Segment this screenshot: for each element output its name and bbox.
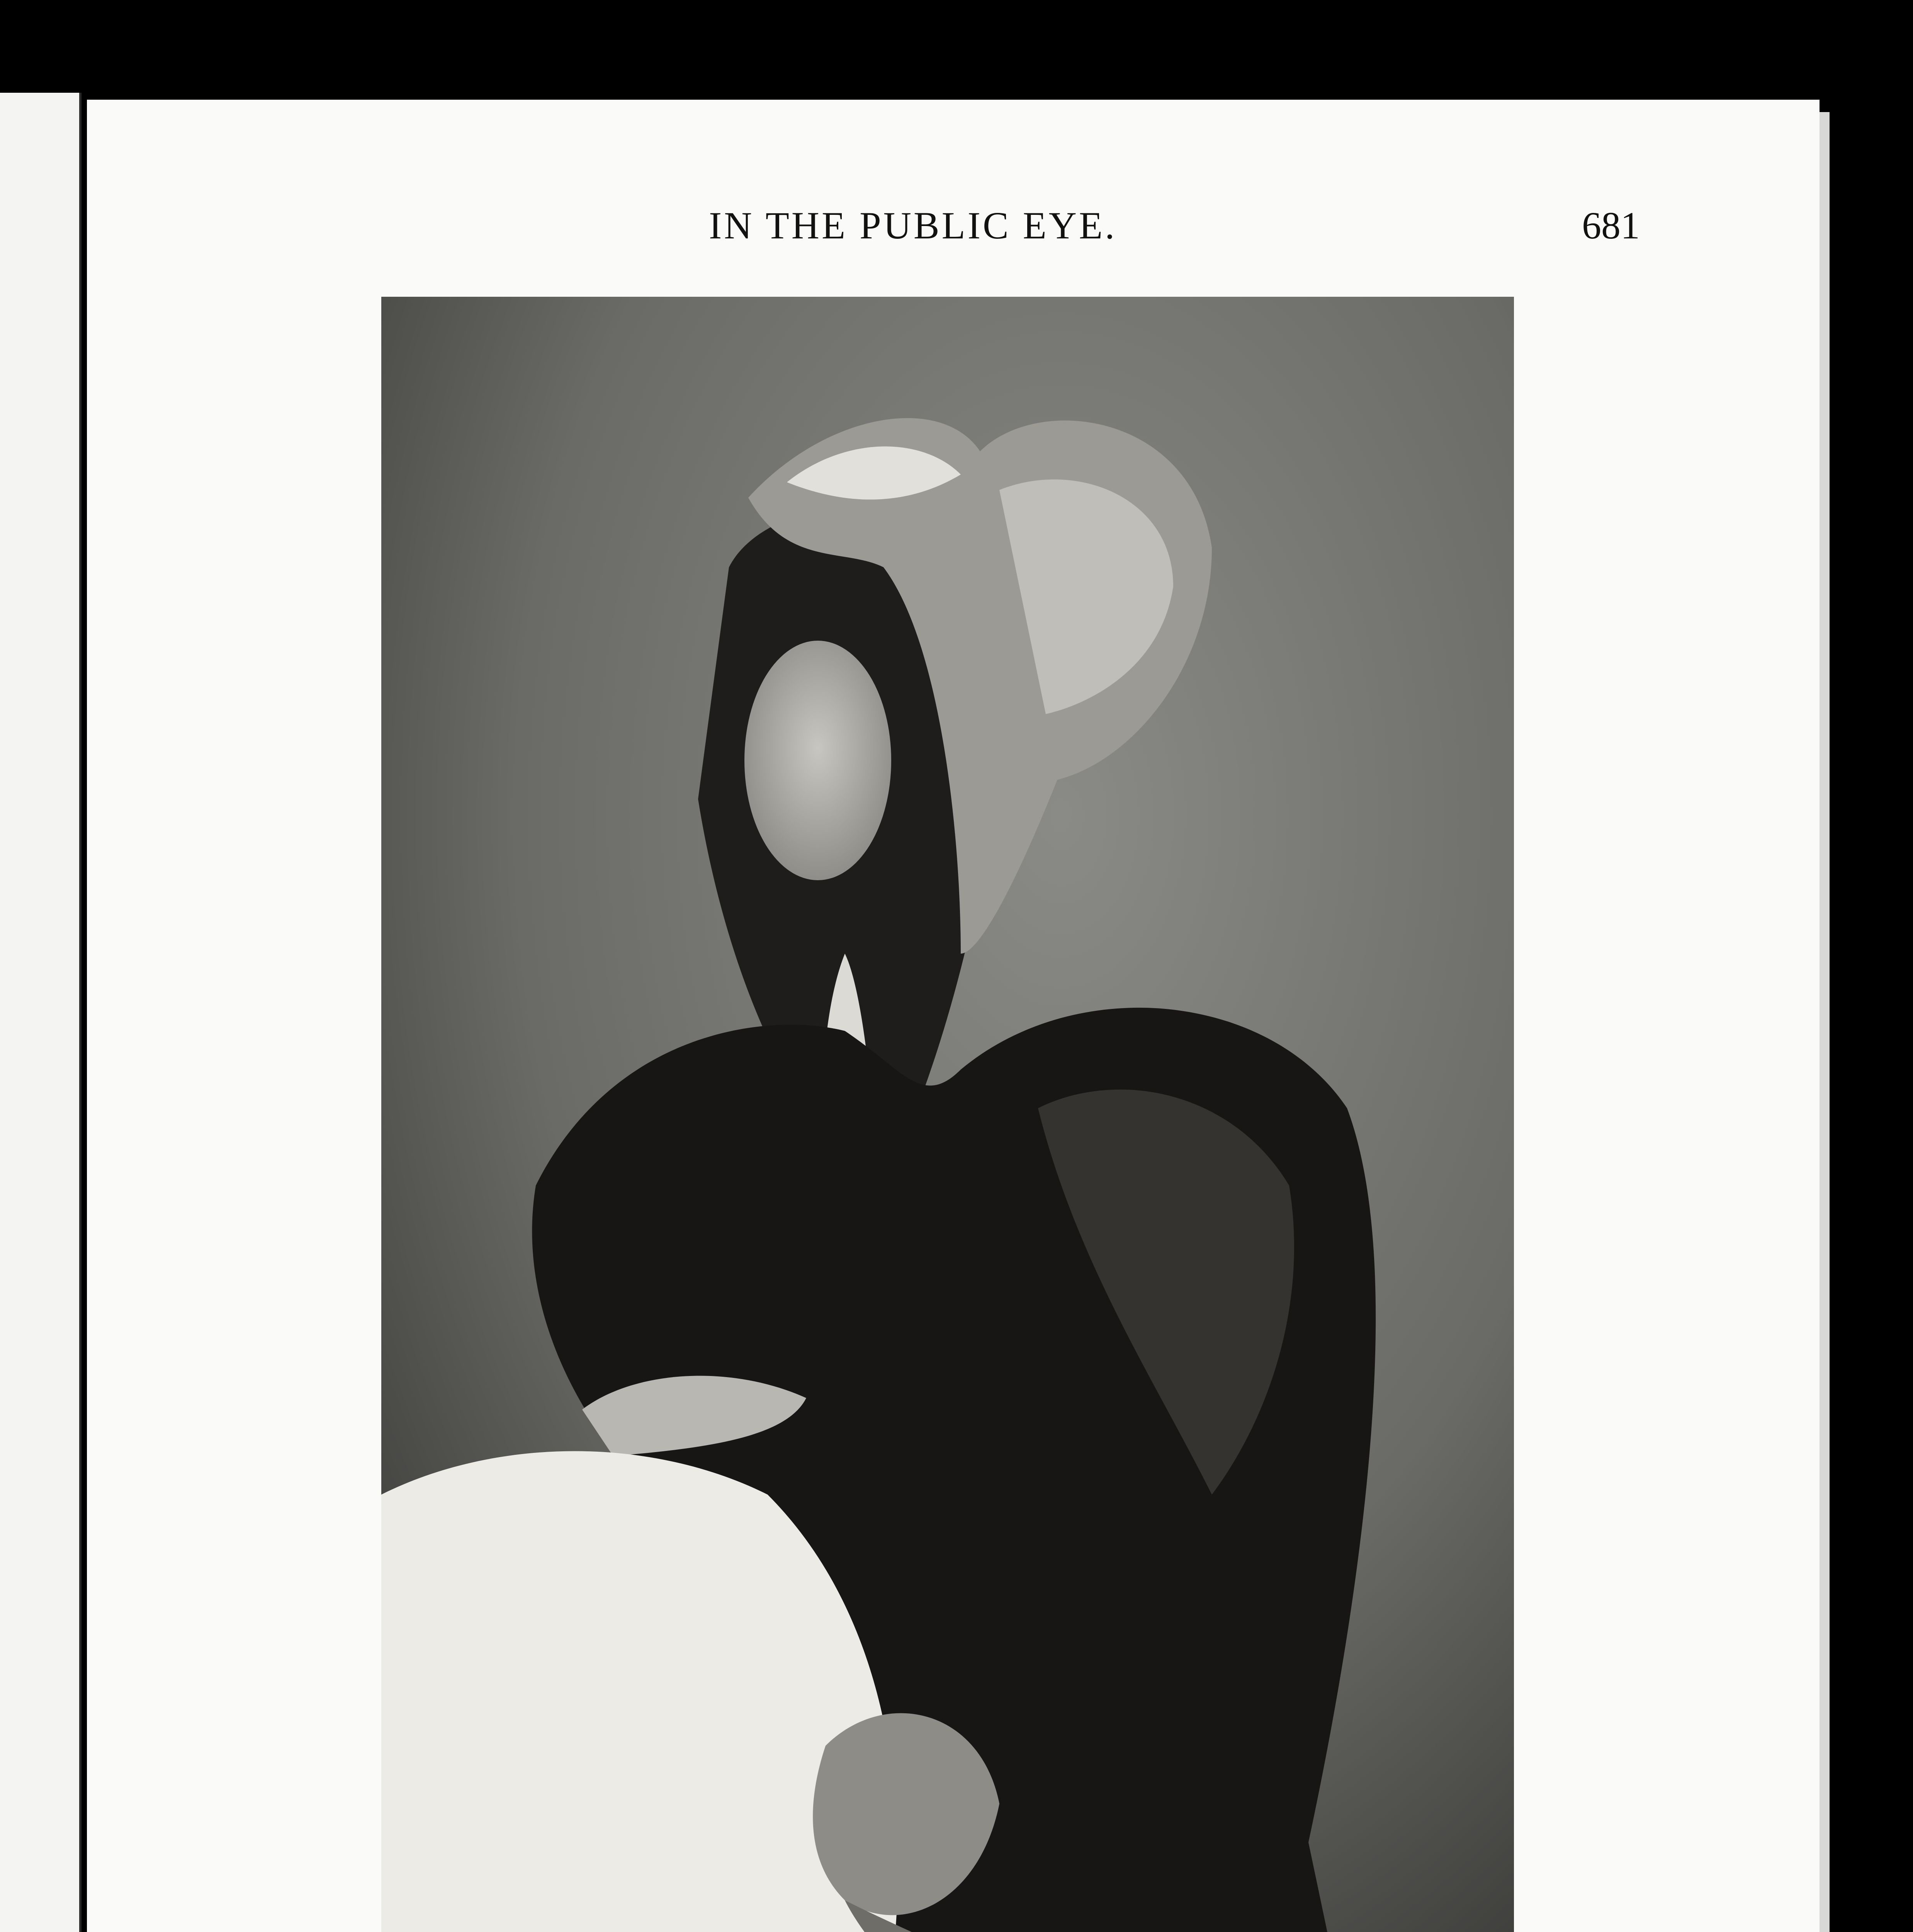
portrait-illustration [381, 297, 1514, 1932]
magazine-page [87, 100, 1820, 1932]
portrait-plate [381, 297, 1514, 1932]
page-number: 681 [1582, 204, 1640, 247]
running-title: IN THE PUBLIC EYE. [709, 204, 1117, 247]
page-stack-edge [1820, 112, 1830, 1932]
previous-page-edge [0, 93, 82, 1932]
